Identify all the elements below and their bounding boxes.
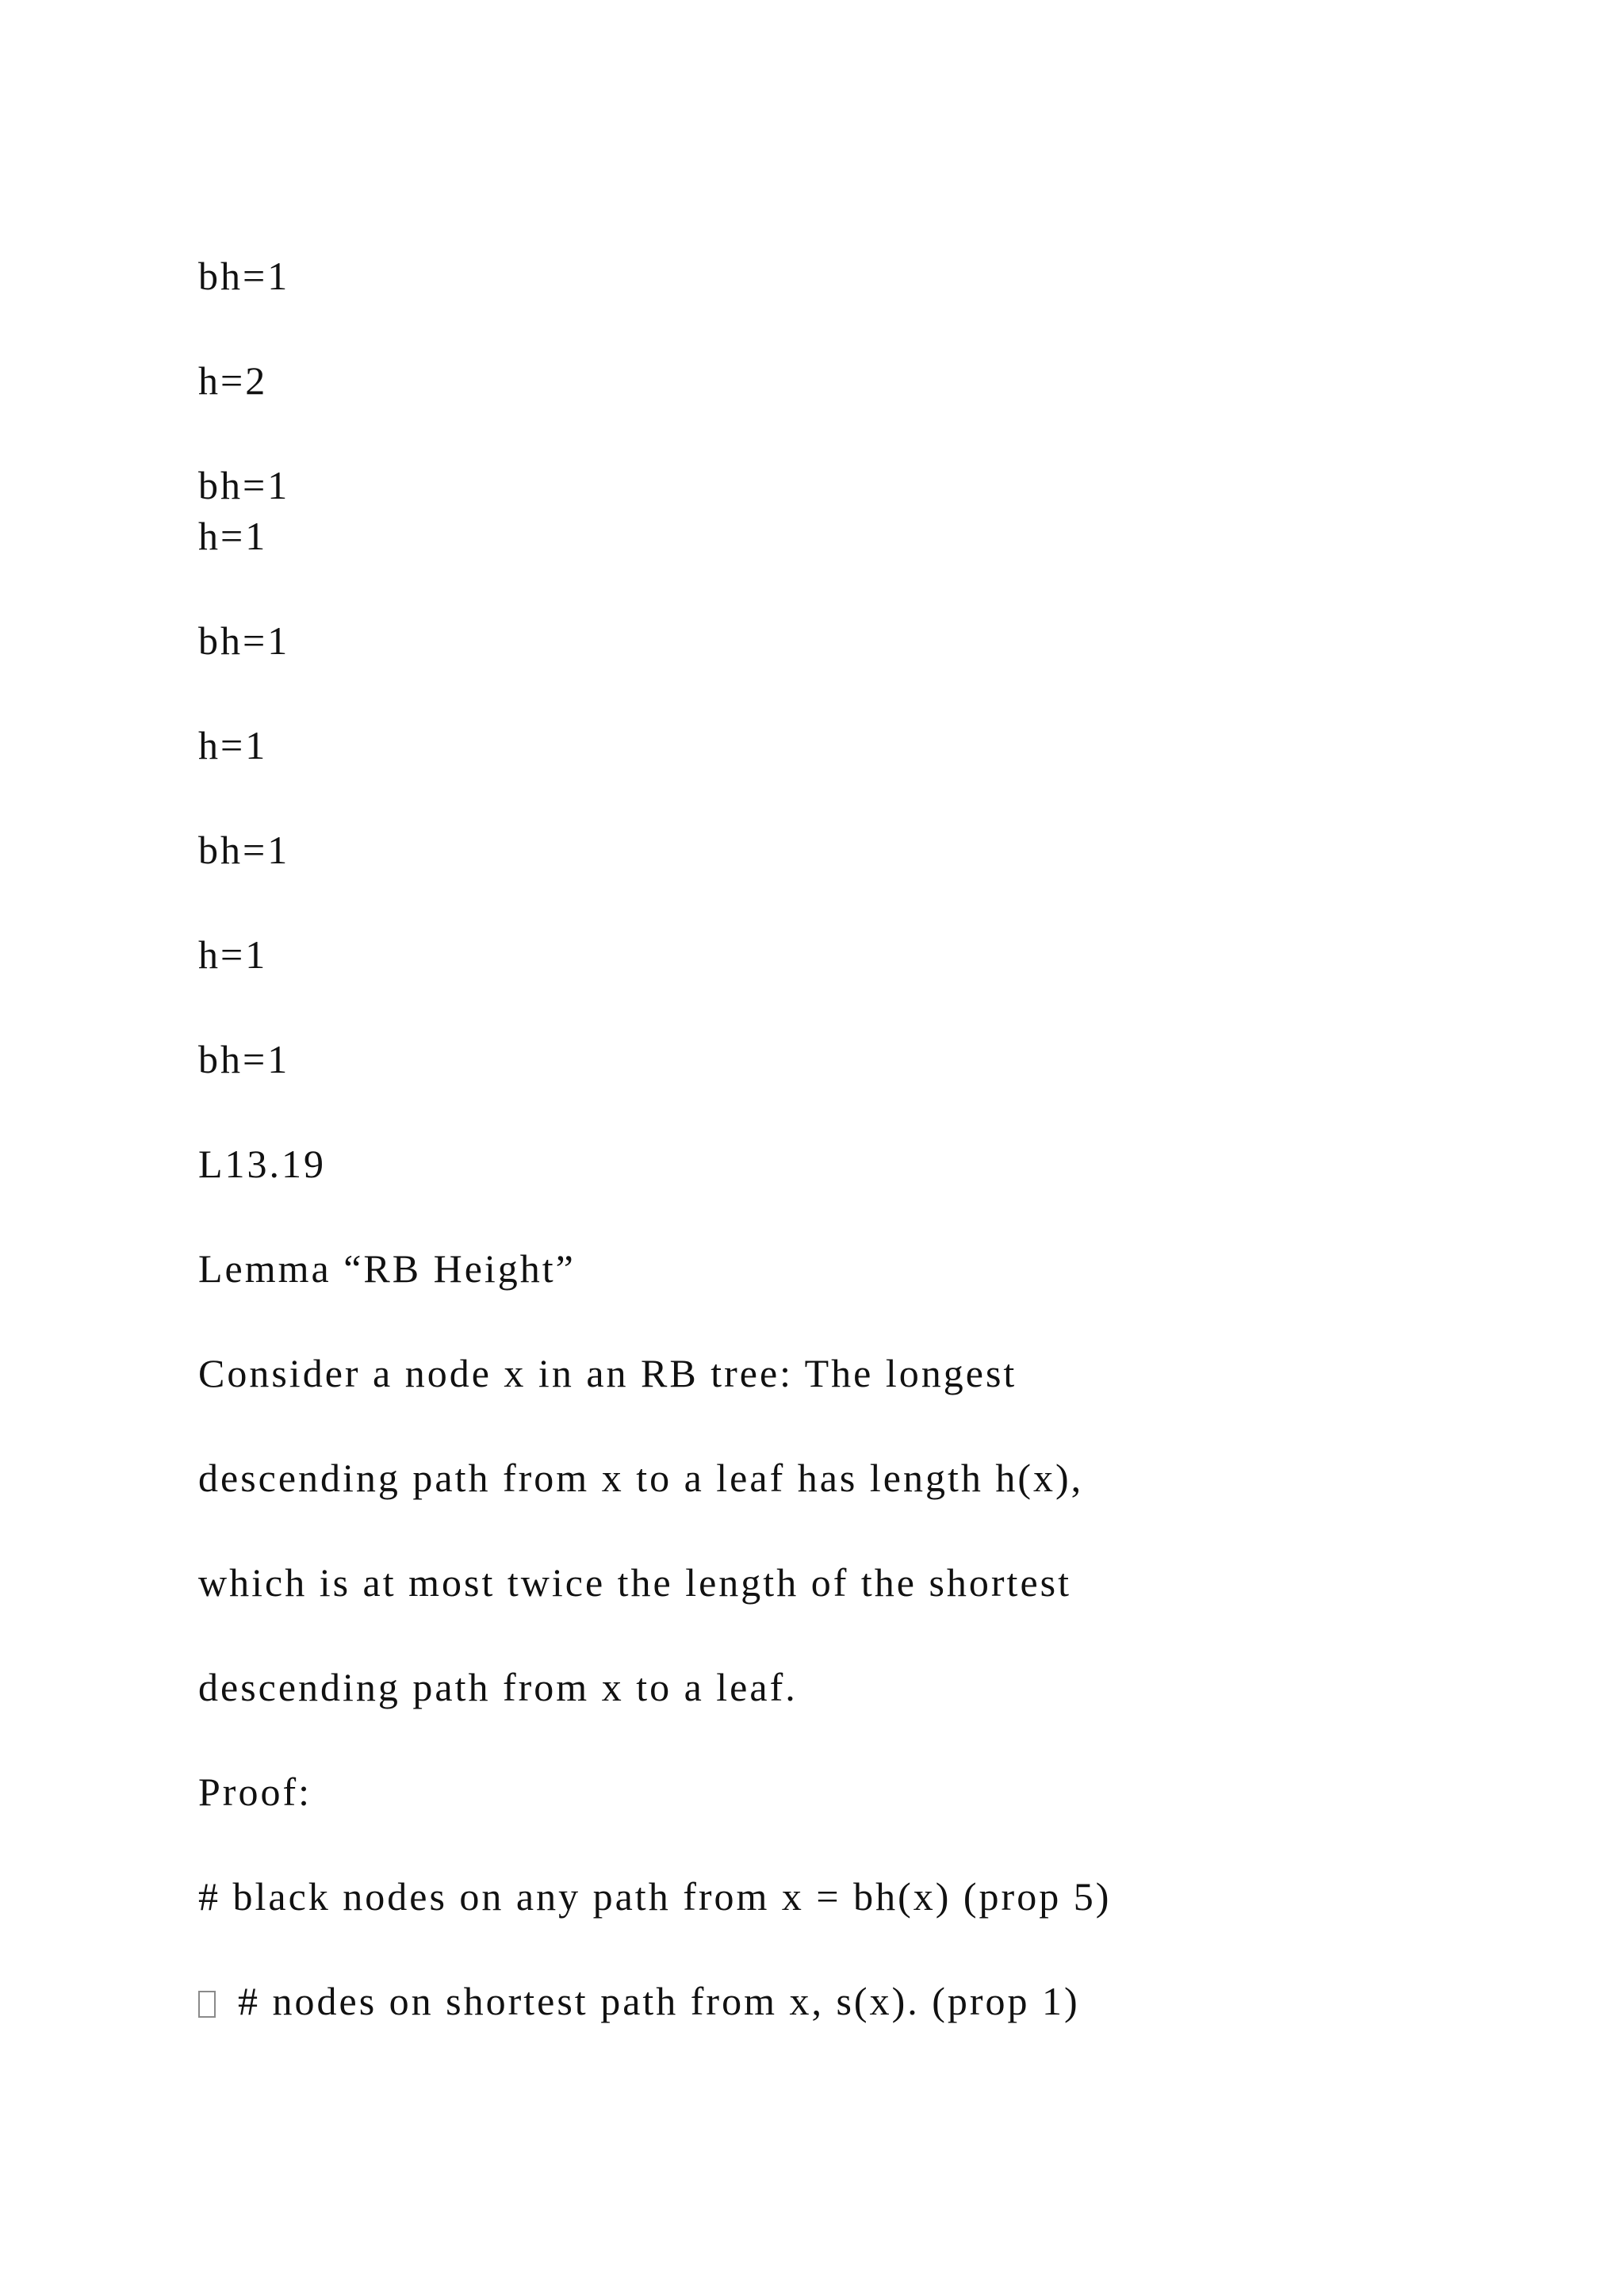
lemma-text-line: descending path from x to a leaf. — [198, 1665, 798, 1709]
proof-line: # black nodes on any path from x = bh(x) (prop 5) — [198, 1874, 1112, 1919]
slide-number: L13.19 — [198, 1142, 327, 1186]
missing-glyph-icon — [198, 1991, 216, 2018]
text-line-bh-1: bh=1 — [198, 463, 290, 507]
proof-line-text: # nodes on shortest path from x, s(x). (prop 1) — [238, 1979, 1080, 2023]
text-line-bh-1: bh=1 — [198, 828, 290, 872]
proof-label: Proof: — [198, 1770, 312, 1814]
text-line-bh-1: bh=1 — [198, 254, 290, 298]
text-line-bh-1: bh=1 — [198, 618, 290, 663]
text-line-h-1: h=1 — [198, 723, 268, 767]
lemma-title: Lemma “RB Height” — [198, 1246, 576, 1291]
text-line-h-2: h=2 — [198, 358, 268, 403]
lemma-text-line: which is at most twice the length of the shortest — [198, 1560, 1071, 1605]
lemma-text-line: Consider a node x in an RB tree: The longest — [198, 1351, 1017, 1395]
proof-line — [198, 1977, 1080, 2025]
text-line-bh-1: bh=1 — [198, 1037, 290, 1081]
lemma-text-line: descending path from x to a leaf has length h(x), — [198, 1456, 1084, 1500]
text-line-h-1: h=1 — [198, 514, 268, 558]
text-line-h-1: h=1 — [198, 932, 268, 977]
